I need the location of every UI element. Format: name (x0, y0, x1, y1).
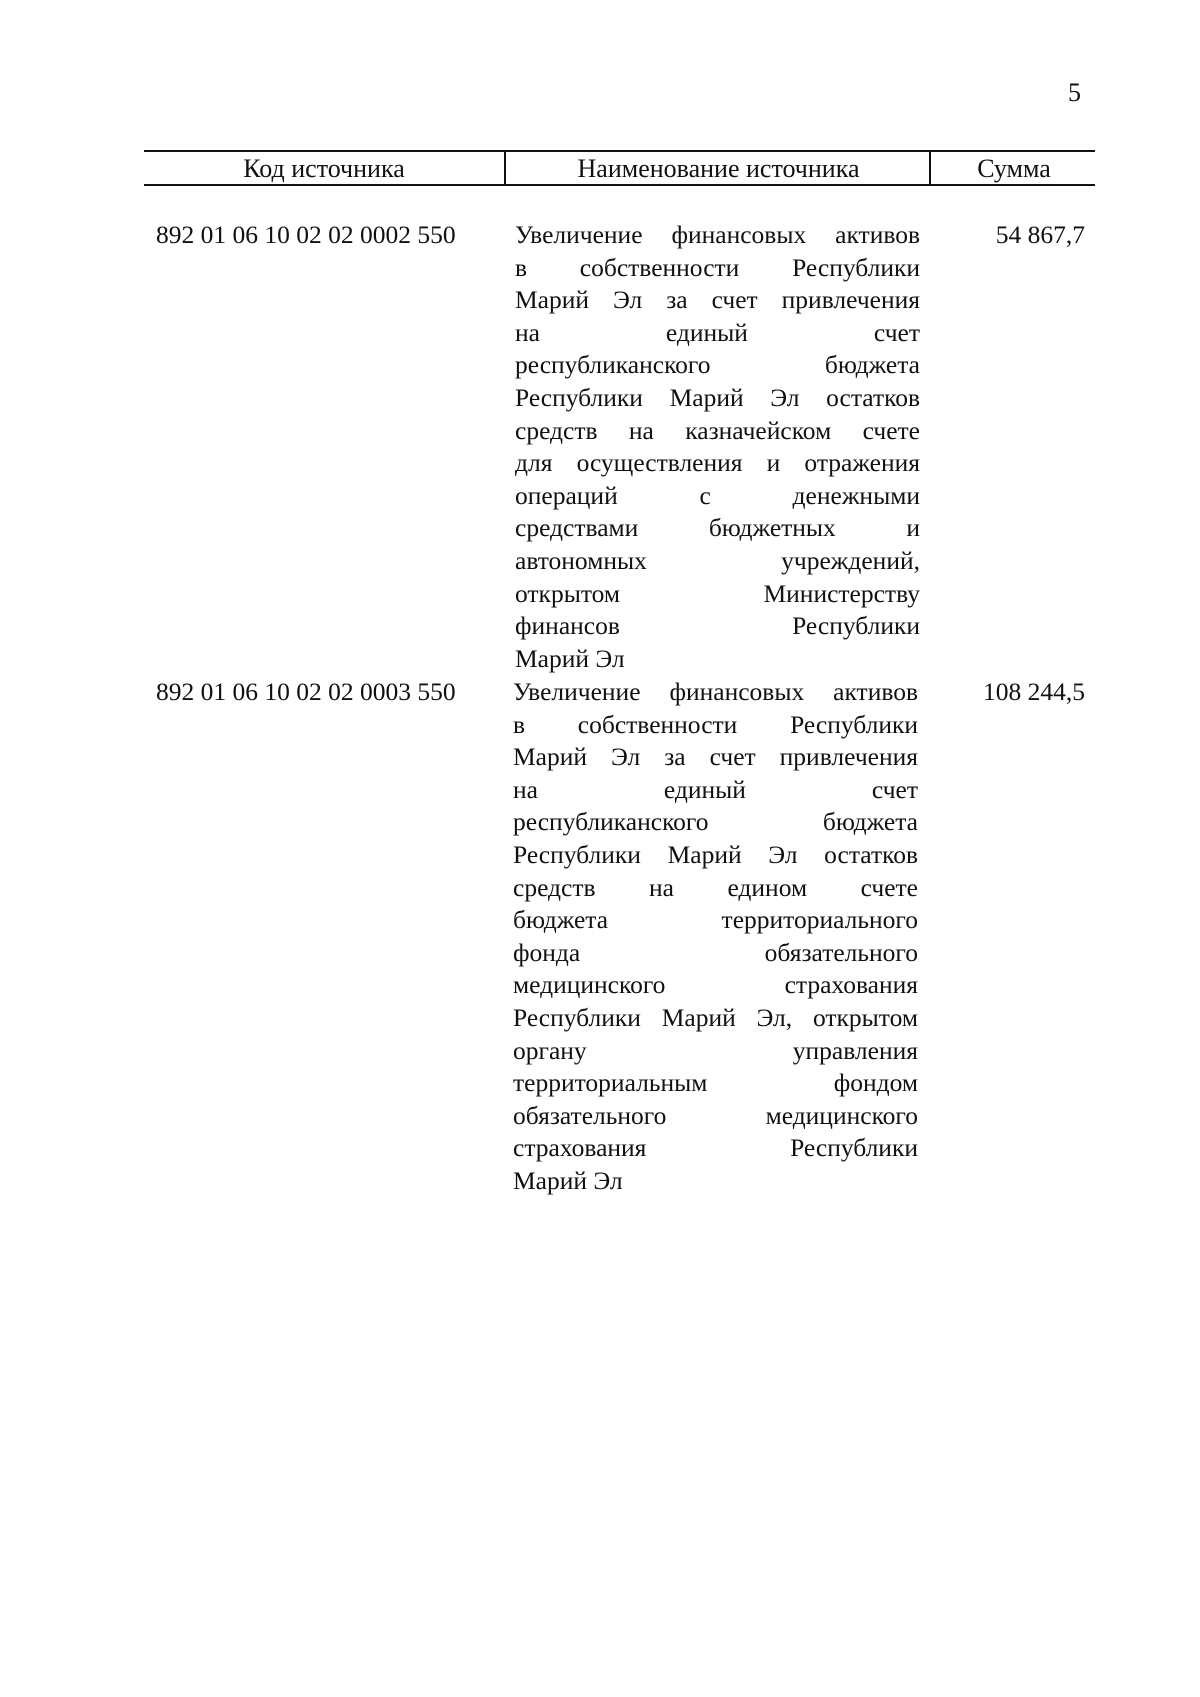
name-line: Республики Марий Эл, открытом (513, 1002, 918, 1032)
name-line: средствами бюджетных и (515, 513, 920, 543)
name-line: средств на казначейском счете (515, 415, 920, 445)
header-code: Код источника (243, 154, 405, 183)
source-name (515, 219, 920, 675)
name-line: Марий Эл за счет привлечения (513, 742, 918, 772)
name-line: Марий Эл за счет привлечения (515, 285, 920, 315)
name-line: средств на едином счете (513, 872, 918, 902)
name-line: обязательного медицинского (513, 1100, 918, 1130)
name-line: страхования Республики (513, 1133, 918, 1163)
source-sum: 54 867,7 (995, 220, 1085, 249)
page-number: 5 (1068, 78, 1081, 107)
name-line: республиканского бюджета (513, 807, 918, 837)
source-name (513, 676, 918, 1198)
name-line: республиканского бюджета (515, 350, 920, 380)
name-line: медицинского страхования (513, 970, 918, 1000)
name-line: территориальным фондом (513, 1068, 918, 1098)
name-line: на единый счет (515, 317, 920, 347)
name-line: автономных учреждений, (515, 545, 920, 575)
name-line: Республики Марий Эл остатков (515, 382, 920, 412)
name-line: Марий Эл (515, 643, 625, 673)
name-line: фонда обязательного (513, 937, 918, 967)
name-line: бюджета территориального (513, 905, 918, 935)
header-sum: Сумма (929, 152, 1097, 184)
name-line: Увеличение финансовых активов (515, 220, 920, 249)
name-line: операций с денежными (515, 480, 920, 510)
table-header (144, 150, 1095, 186)
name-line: органу управления (513, 1035, 918, 1065)
source-code: 892 01 06 10 02 02 0002 550 (156, 220, 456, 249)
name-line: финансов Республики (515, 611, 920, 641)
name-line: в собственности Республики (515, 252, 920, 282)
header-name: Наименование источника (504, 152, 931, 184)
source-code: 892 01 06 10 02 02 0003 550 (156, 677, 456, 706)
name-line: Республики Марий Эл остатков (513, 839, 918, 869)
name-line: для осуществления и отражения (515, 448, 920, 478)
name-line: в собственности Республики (513, 709, 918, 739)
name-line: открытом Министерству (515, 578, 920, 608)
name-line: Марий Эл (513, 1165, 623, 1195)
name-line: на единый счет (513, 774, 918, 804)
name-line: Увеличение финансовых активов (513, 677, 918, 706)
source-sum: 108 244,5 (983, 677, 1085, 706)
